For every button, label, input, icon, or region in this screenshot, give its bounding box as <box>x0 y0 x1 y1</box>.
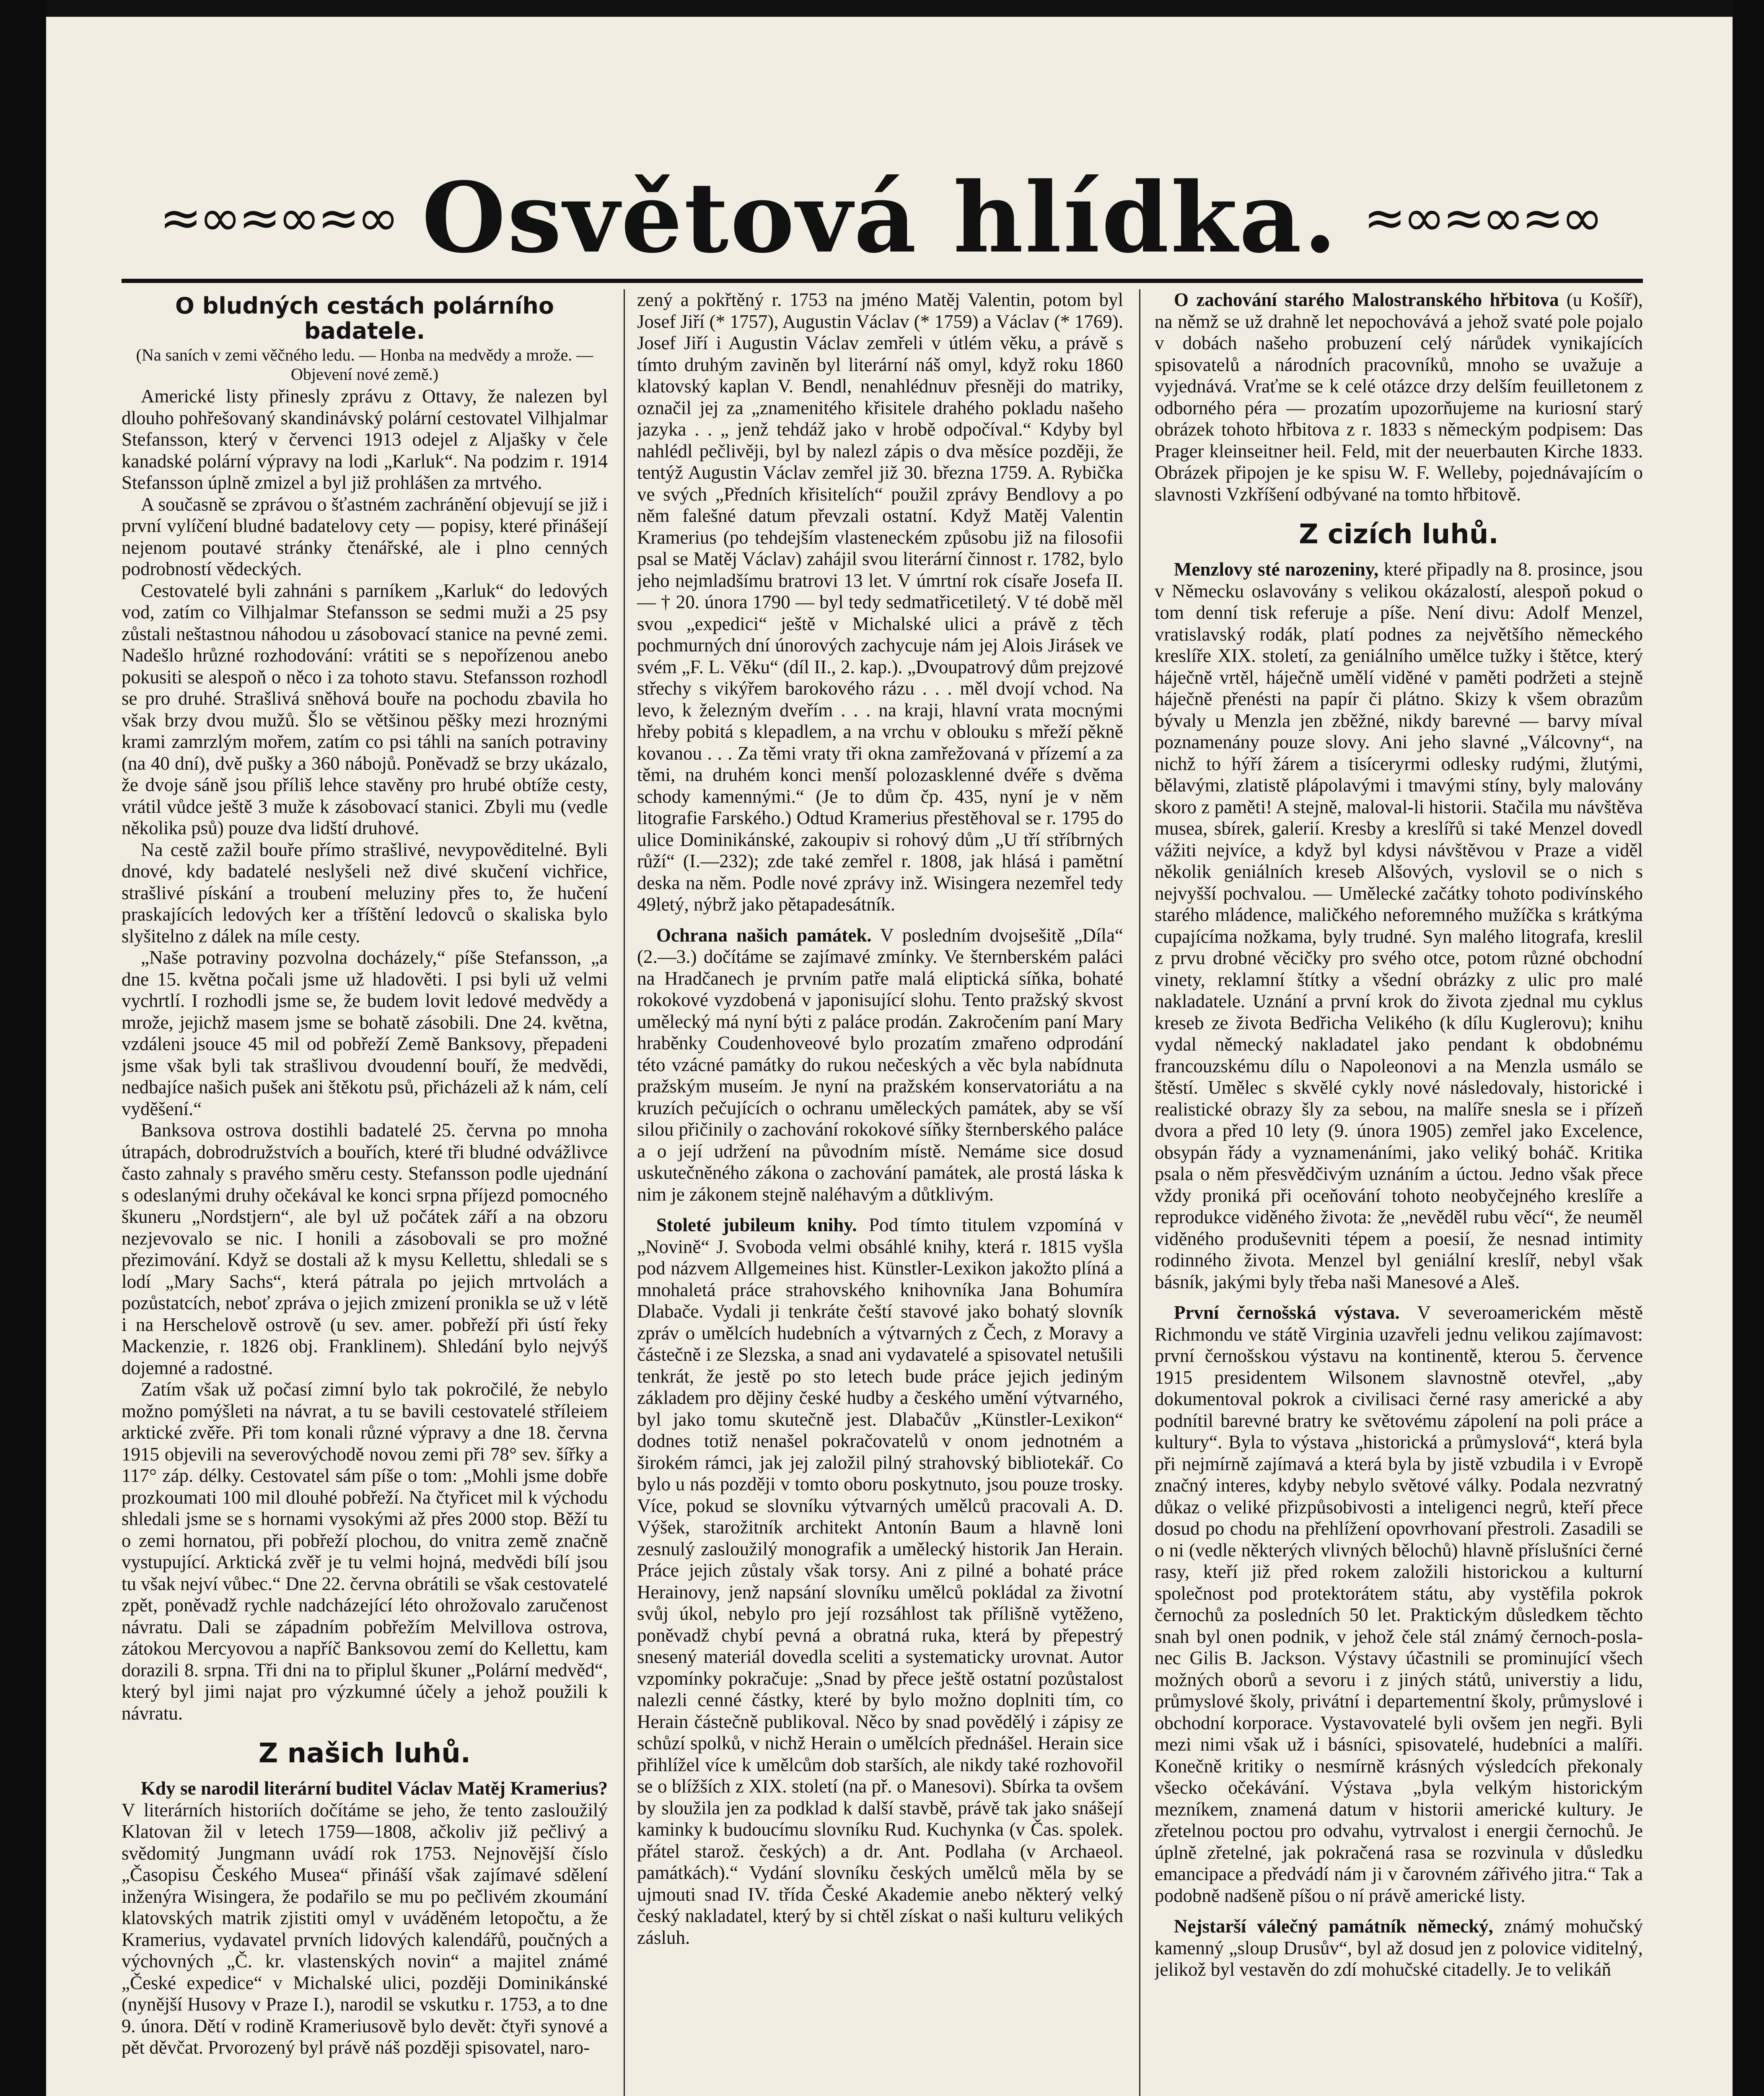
article-lead: První černošská výstava. <box>1174 1302 1400 1323</box>
article-text: V severoamerickém městě Richmondu ve státě Virginia uzavřeli jednu velikou zajímavost: první černošskou výstavu na kontinentě, kterou 5. července 1915 presidentem Wilsonem slavnostně otevřel, „aby dokumentoval pokrok a civilisaci černé rasy americké a aby podnítil barevné bratry ke světovému zápolení na poli práce a kultury“. Byla to výstava „historická a průmyslová“, která byla při nejmírně zajímavá a která byla by jistě vzbudila i v Evropě značný interes, kdyby nebylo světové války. Podala nezvratný důkaz o veliké přizpůsobivosti a inteligenci negrů, kteří přece dosud po chodu na přehlížení opovrhovaní přestroli. Zasadili se o ni (vedle některých vlivných bělochů) hlavně příslušníci černé rasy, kteří již před rokem založili historickou a kulturní společnost pod protektorátem státu, aby vystěfila pokrok černochů za posledních 50 let. Praktickým důsledkem těchto snah byl onen podnik, v jehož čele stál známý černoch-posla-nec Gilis B. Jackson. Výstavy účastnili se prominující všech možných oborů a sevoru i z jiných států, universtiy a lidu, průmyslové školy, privátní i departementní školy, průmyslové i obchodní korporace. Vystavovatelé byli ovšem jen negři. Byli mezi nimi však už i básníci, spisovatelé, hudebníci a malíři. Konečně kritiky o nesmírně krásných výsledcích překonaly všecko očekávání. Výstava „byla velkým historickým mezníkem, znamená datum v historii americké kultury. Je zřetelnou poctou pro odvahu, vytrvalost i energii černochů. Je úplně zřetelné, jak pokračená rasa se rozvinula v důsledku emancipace a předvádí nám ji v čarovném zářivého jitra.“ Tak a podobně nadšeně píšou o ní právě americké listy. <box>1155 1302 1643 1906</box>
scan-border-left <box>0 0 46 2096</box>
column-1 <box>122 289 608 2096</box>
article-text: známý mohučský kamenný „sloup Drusův“, byl až dosud jen z polovice viditelný, jelikož byl vestavěn do zdí mohučské citadelly. Je to velikáň <box>1155 1916 1643 1980</box>
section-title: Z cizích luhů. <box>1299 519 1499 550</box>
paragraph: Na cestě zažil bouře přímo strašlivé, nevypověditelné. Byli dnové, kdy badatelé neslyšeli než divé skučení vichřice, strašlivé pískání a troubení meluziny přes to, že hučení praskajících ledových ker a tříštění ledovců o skaliska bylo slyšitelno z dálek na míle cesty. <box>122 839 608 947</box>
article-text: V posledním dvojsešitě „Díla“ (2.—3.) dočítáme se zajímavé zmínky. Ve šternberském paláci na Hradčanech je prvním patře malá eliptická síňka, bohaté rokokové vyzdobená v japonisující slohu. Tento pražský skvost umělecký má nyní býti z paláce prodán. Zakročením paní Mary hraběnky Coudenhoveové bylo prozatím zmařeno odprodání této vzácné památky do rukou nečeských a věc byla nabídnuta pražským museím. Je nyní na pražském konservatoriátu a na kruzích pečujících o ochranu uměleckých památek, aby se vší silou přičinily o zachování rokokové síňky šternberského paláce a o její udržení na původním místě. Nemáme sice dosud uskutečněného zákona o zachování památek, ale prostá láska k nim je zákonem stejně naléhavým a důtklivým. <box>637 924 1123 1205</box>
scan-border-top <box>0 0 1764 17</box>
article-text: které připadly na 8. prosince, jsou v Německu oslavovány s velikou okázalostí, alespoň pokud o tom denní tisk referuje a píše. Není divu: Adolf Menzel, vratislavský rodák, platí podnes za největšího německého kreslíře XIX. století, za geniálního umělce tužky i štětce, který háječně vrtěl, háječně umělí viděné v paměti podržeti a stejně háječně přenésti na papír či plátno. Skizy k všem obrazům bývaly u Menzla jen zběžné, nikdy barevné — barvy míval poznamenány pouze slovy. Ani jeho slavné „Válcovny“, na nichž to hýří žárem a tisíceryrmi odlesky rudými, žlutými, bělavými, zlatistě plápolavými i tmavými stíny, byly malovány skoro z paměti! A stejně, maloval-li historii. Stačila mu návštěva musea, sbírek, galerií. Kresby a kreslířů si také Menzel dovedl vážiti nejvíce, a když byl kdysi návštěvou v Praze a viděl několik geniálních kreseb Alšových, vyslovil se o nich s nejvyšší pochvalou. — Umělecké začátky tohoto podivínského starého mládence, maličkého neforemného mužíčka s krátkýma cupajícíma nožkama, byly trudné. Syn malého litografa, kreslil z prvu drobné věcičky pro svého otce, potom různé obchodní vinety, reklamní štítky a všední obrázky z ulic pro malé nakladatele. Uznání a první krok do života zjednal mu cyklus kreseb ze života Bedřicha Velikého (k dílu Kuglerovu); knihu vydal německý nakladatel jako pendant k obdobnému francouzskému dílu o Napoleonovi a na Menzla usmálo se štěstí. Umělec s skvělé cykly nové následovaly, historické i realistické obrazy šly za sebou, na malíře snesla se i přízeň dvora a před 10 lety (9. února 1905) zemřel jako Excelence, obsypán řády a vyznamenáními, jako veliký boháč. Kritika psala o něm přesvědčivým uznáním a úctou. Jedno však přece vždy proniká při oceňování tohoto neobyčejného kreslíře a reprodukce viděného života: že „nevěděl rubu věcí“, že neuměl viděného produševniti tépem a poesií, že nesnad intimity rodinného života. Menzel byl geniální kreslíř, nebyl však básník, jakými byly třeba naši Manesové a Aleš. <box>1155 559 1643 1292</box>
paragraph <box>122 1778 608 2059</box>
article-lead: O zachování starého Malostranského hřbitova <box>1174 289 1559 310</box>
article-text: (u Košíř), na němž se už drahně let nepochovává a jehož svaté pole pojalo v dobách našeho probuzení celý nárůdek vynikajících spisovatelů a národních pracovníků, mnoho se uvažuje a vyjednává. Vraťme se k celé otázce drzy delším feuilletonem z odborného péra — prozatím upozorňujeme na kuriosní starý obrázek tohoto hřbitova z r. 1833 s německým podpisem: Das Prager kleinseitner heil. Feld, mit der neuerbauten Kirche 1833. Obrázek připojen je ke spisu W. F. Welleby, pojednávajícím o slavnosti Vzkříšení odbývané na tomto hřbitově. <box>1155 289 1643 505</box>
section-title: Z našich luhů. <box>258 1738 471 1769</box>
ornament-left: ≈∞≈∞≈∞ <box>159 189 397 247</box>
column-divider <box>624 289 625 2096</box>
spacer <box>1155 1907 1643 1916</box>
article-lead: Menzlovy sté narozeniny, <box>1174 559 1379 580</box>
spacer <box>637 1205 1123 1214</box>
paragraph <box>1155 1302 1643 1907</box>
paragraph: Banksova ostrova dostihli badatelé 25. června po mnoha útrapách, dobrodružstvích a bouřích, které tři bludné odvážlivce často zahnaly s pravého směru cesty. Stefansson podle ujednání s odeslanými druhy očekával ke konci srpna příjezd pomocného škuneru „Nordstjern“, ale byl už počátek září a na obzoru nezjevovalo se nic. I honili a zásobovali se pro možné přezimování. Když se dostali až k mysu Kellettu, shledali se s lodí „Mary Sachs“, která pátrala po jejich mrtvolách a pozůstatcích, neboť zpráva o jejich zmizení pronikla se už v létě i na Herschelově ostrově (u sev. amer. pobřeží při ústí řeky Mackenzie, r. 1826 obj. Franklinem). Shledání bylo nejvýš dojemné a radostné. <box>122 1120 608 1378</box>
spacer <box>637 916 1123 925</box>
page-title: Osvětová hlídka. <box>422 161 1339 275</box>
paragraph: Americké listy přinesly zprávu z Ottavy, že nalezen byl dlouho pohřešovaný skandinávský polární cestovatel Vilhjalmar Stefansson, který v červenci 1913 odejel z Aljašky v čele kanadské polární výpravy na lodi „Karluk“. Na podzim r. 1914 Stefansson úplně zmizel a byl již prohlášen za mrtvého. <box>122 386 608 493</box>
masthead-rule <box>122 279 1643 283</box>
column-divider <box>1139 289 1140 2096</box>
scan-border-right <box>1733 0 1764 2096</box>
spacer <box>1155 1293 1643 1302</box>
paragraph: zený a pokřtěný r. 1753 na jméno Matěj Valentin, potom byl Josef Jiří (* 1757), Augustin Václav (* 1759) a Václav (* 1769). Josef Jiří i Augustin Václav zemřeli v útlém věku, a právě s tímto druhým zaviněn byl literární náš omyl, když roku 1860 klatovský kaplan V. Bendl, nenahlédnuv přesněji do matriky, označil jej za „znamenitého křisitele drahého pokladu našeho jazyka . . „ jenž tehdáž jako v hrobě odpočíval.“ Kdyby byl nahlédl pečlivěji, byl by nalezl zápis o dva měsíce později, že tentýž Augustin Václav zemřel již 30. března 1759. A. Rybička ve svých „Předních křisitelích“ použil zprávy Bendlovy a po něm falešné datum převzali ostatní. Když Matěj Valentin Kramerius (po tehdejším vlasteneckém způsobu již na filosofii psal se Matěj Václav) zahájil svou literární činnost r. 1782, bylo jeho nejmladšímu bratrovi 13 let. V úmrtní rok císaře Josefa II. — † 20. února 1790 — byl tedy sedmatřicetiletý. V té době měl svou „expedici“ ještě v Michalské ulici a právě z těch pochmurných dní únorových zachycuje nám jej Alois Jirásek ve svém „F. L. Věku“ (díl II., 2. kap.). „Dvoupatrový dům prejzové střechy s vikýřem barokového rázu . . . měl dvojí vchod. Na levo, k železným dveřím . . . na kraji, hlavní vrata mocnými hřeby pobitá s klepadlem, a na vrchu v oblouku s mřeží pěkně kovanou . . . Za těmi vraty tři okna zamřežovaná v přízemí a za těmi, na druhém konci menší polozasklenné dvéře s dvěma schody kamennými.“ (Je to dům čp. 435, nyní je v něm litografie Farského.) Odtud Kramerius přestěhoval se r. 1795 do ulice Dominikánské, zakoupiv si rohový dům „U tří stříbrných růží“ (I.—232); zde také zemřel r. 1808, jak hlásá i pamětní deska na něm. Podle nové zprávy inž. Wisingera nezemřel tedy 49letý, nýbrž jako pětapadesátník. <box>637 289 1123 915</box>
paragraph <box>1155 289 1643 505</box>
article-subtitle: (Na saních v zemi věčného ledu. — Honba na medvědy a mrože. — Objevení nové země.) <box>136 345 593 384</box>
article-text: V literárních historiích dočítáme se jeho, že tento zasloužilý Klatovan žil v letech 1759—1808, ačkoliv již pečlivý a svědomitý Jungmann uvádí rok 1753. Nejnovější číslo „Časopisu Českého Musea“ přináší však zajímavé sdělení inženýra Wisingera, že podařilo se mu po pečlivém zkoumání klatovských matrik zjistiti omyl v uváděném letopočtu, a že Kramerius, vydavatel prvních lidových kalendářů, poučných a výchovných „Č. kr. vlastenských novin“ a majitel známé „České expedice“ v Michalské ulici, později Dominikánské (nynější Husovy v Praze I.), narodil se vskutku r. 1753, a to dne 9. února. Dětí v rodině Krameriusově bylo devět: čtyři synové a pět děvčat. Prvorozený byl právě náš později spisovatel, naro- <box>122 1799 608 2058</box>
ornament-right: ≈∞≈∞≈∞ <box>1363 189 1601 247</box>
masthead <box>122 159 1639 277</box>
paragraph <box>1155 559 1643 1293</box>
column-3 <box>1155 289 1643 2096</box>
paragraph: Cestovatelé byli zahnáni s parníkem „Karluk“ do ledových vod, zatím co Vilhjalmar Stefansson se sedmi muži a 25 psy zůstali neštastnou náhodou u zásobovací stanice na pevné zemi. Nadešlo hrůzné rozhodování: vrátiti se s nepořízenou anebo pokusiti se alespoň o něco i za tohoto stavu. Stefansson rozhodl se pro druhé. Strašlivá sněhová bouře na pochodu zbavila ho však brzy dvou mužů. Šlo se většinou pěšky mezi hroznými krami zamrzlým mořem, zatím co psi táhli na saních potraviny (na 40 dní), dvě pušky a 360 nábojů. Poněvadž se brzy ukázalo, že dvoje sáně jsou příliš lehce stavěny pro hrubé obtíže cesty, vrátil vůdce ještě 3 muže k zásobovací stanici. Zbyli mu (vedle několika psů) pouze dva lidští druhové. <box>122 580 608 838</box>
paragraph <box>637 925 1123 1206</box>
article-lead: Kdy se narodil literární buditel Václav Matěj Kramerius? <box>141 1778 608 1799</box>
paragraph: A současně se zprávou o šťastném zachránění objevují se již i první vylíčení bludné badatelovy cety — popisy, které přinášejí nejenom poutavé stránky čtenářské, ale i plno cenných podrobností vědeckých. <box>122 493 608 579</box>
paragraph: „Naše potraviny pozvolna docházely,“ píše Stefansson, „a dne 15. května počali jsme už hladověti. I psi byli už velmi vychrtlí. I rozhodli jsme se, že budem lovit ledové medvědy a mrože, jejichž masem jsme se bohatě zásobili. Dne 24. května, vzdáleni jsouce 45 mil od pobřeží Země Banksovy, přepadeni jsme však byli tak strašlivou dvoudenní bouří, že medvědi, nedbajíce našich pušek ani štěkotu psů, přicházeli až k nám, celí vyděšení.“ <box>122 947 608 1119</box>
article-lead: Ochrana našich památek. <box>656 924 872 946</box>
paragraph <box>637 1214 1123 1948</box>
paragraph: Zatím však už počasí zimní bylo tak pokročilé, že nebylo možno pomýšleti na návrat, a tu se bavili cestovatelé stříleiem arktické zvěře. Při tom konali různé výpravy a dne 18. června 1915 objevili na severovýchodě novou zemi při 78° sev. šířky a 117° záp. délky. Cestovatel sám píše o tom: „Mohli jsme dobře prozkoumati 100 mil dlouhé pobřeží. Na čtyřicet mil k východu shledali jsme se s hornami vysokými až přes 2000 stop. Běží tu o zemi hornatou, při pobřeží plochou, do vnitra země značně vystupující. Arktická zvěř je tu velmi hojná, medvědi bílí jsou tu však nejví vůbec.“ Dne 22. června obrátili se však cestovatelé zpět, poněvadž rychle nadcházející léto ohrožovalo zaručenost návratu. Dali se západním pobřežím Melvillova ostrova, zátokou Mercyovou a napříč Banksovou zemí do Kellettu, kam dorazili 8. srpna. Tři dni na to připlul škuner „Polární medvěd“, který byl jimi najat pro výzkumné účely a jehož použili k návratu. <box>122 1379 608 1724</box>
article-text: Pod tímto titulem vzpomíná v „Novině“ J. Svoboda velmi obsáhlé knihy, která r. 1815 vyšla pod názvem Allgemeines hist. Künstler-Lexikon jakožto plíná a mnohaletá práce strahovského knihovníka Jana Bohumíra Dlabače. Vydali ji tenkráte čeští stavové jako bohatý slovník zpráv o umělcích hudebních a výtvarných z Čech, z Moravy a částečně i ze Slezska, a snad ani vydavatelé a spisovatel netušili tenkrát, že jestě po sto letech bude práce jejich jediným základem pro dějiny české hudby a českého umění výtvarného, byl jako tomu skutečně jest. Dlabačův „Künstler-Lexikon“ dodnes totiž nenašel pokračovatelů v onom jednotném a širokém rámci, jak jej založil pilný strahovský bibliotekář. Co bylo u nás později v tomto oboru poskytnuto, jsou pouze trosky. Více, pokud se slovníku výtvarných umělců pracovali A. D. Výšek, starožitník architekt Antonín Baum a hlavně loni zesnulý zasloužilý monografik a umělecký historik Jan Herain. Práce jejich zůstaly však torsy. Ani z pilné a bohaté práce Herainovy, jenž napsání slovníku umělců pokládal za životní svůj úkol, nebylo pro její rozsáhlost tak přílišně vytěženo, poněvadž chybí pevná a obratná ruka, která by přepestrý snesený materiál dovedla sceliti a systematicky urovnat. Autor vzpomínky pokračuje: „Snad by přece ještě ostatní pozůstalost nalezli cenné částky, které by bylo možno doplniti tím, co Herain částečně publikoval. Něco by snad povědělý i zápisy ze schůzí spolků, v nichž Herain o umělcích přednášel. Herain sice přihlížel více k umělcům dob starších, ale nikdy také rozhovořil se o blížších z XIX. století (na př. o Manesovi). Sbírka ta ovšem by sloužila jen za podklad k další stavbě, právě tak jako snášejí kaminky k budoucímu slovníku Rud. Kuchynka (v Čas. spolek. přátel starož. českých) a dr. Ant. Podlaha (v Archaeol. památkách).“ Vydání slovníku českých umělců měla by se ujmouti snad IV. třída České Akademie anebo některý velký český nakladatel, který by si chtěl získat o naši kulturu velikých zásluh. <box>637 1214 1123 1948</box>
article-lead: Nejstarší válečný památník německý, <box>1174 1916 1493 1937</box>
article-lead: Stoleté jubileum knihy. <box>656 1214 857 1235</box>
column-2 <box>637 289 1123 2096</box>
paragraph <box>1155 1916 1643 1981</box>
article-title: O bludných cestách polárního badatele. <box>175 293 554 344</box>
